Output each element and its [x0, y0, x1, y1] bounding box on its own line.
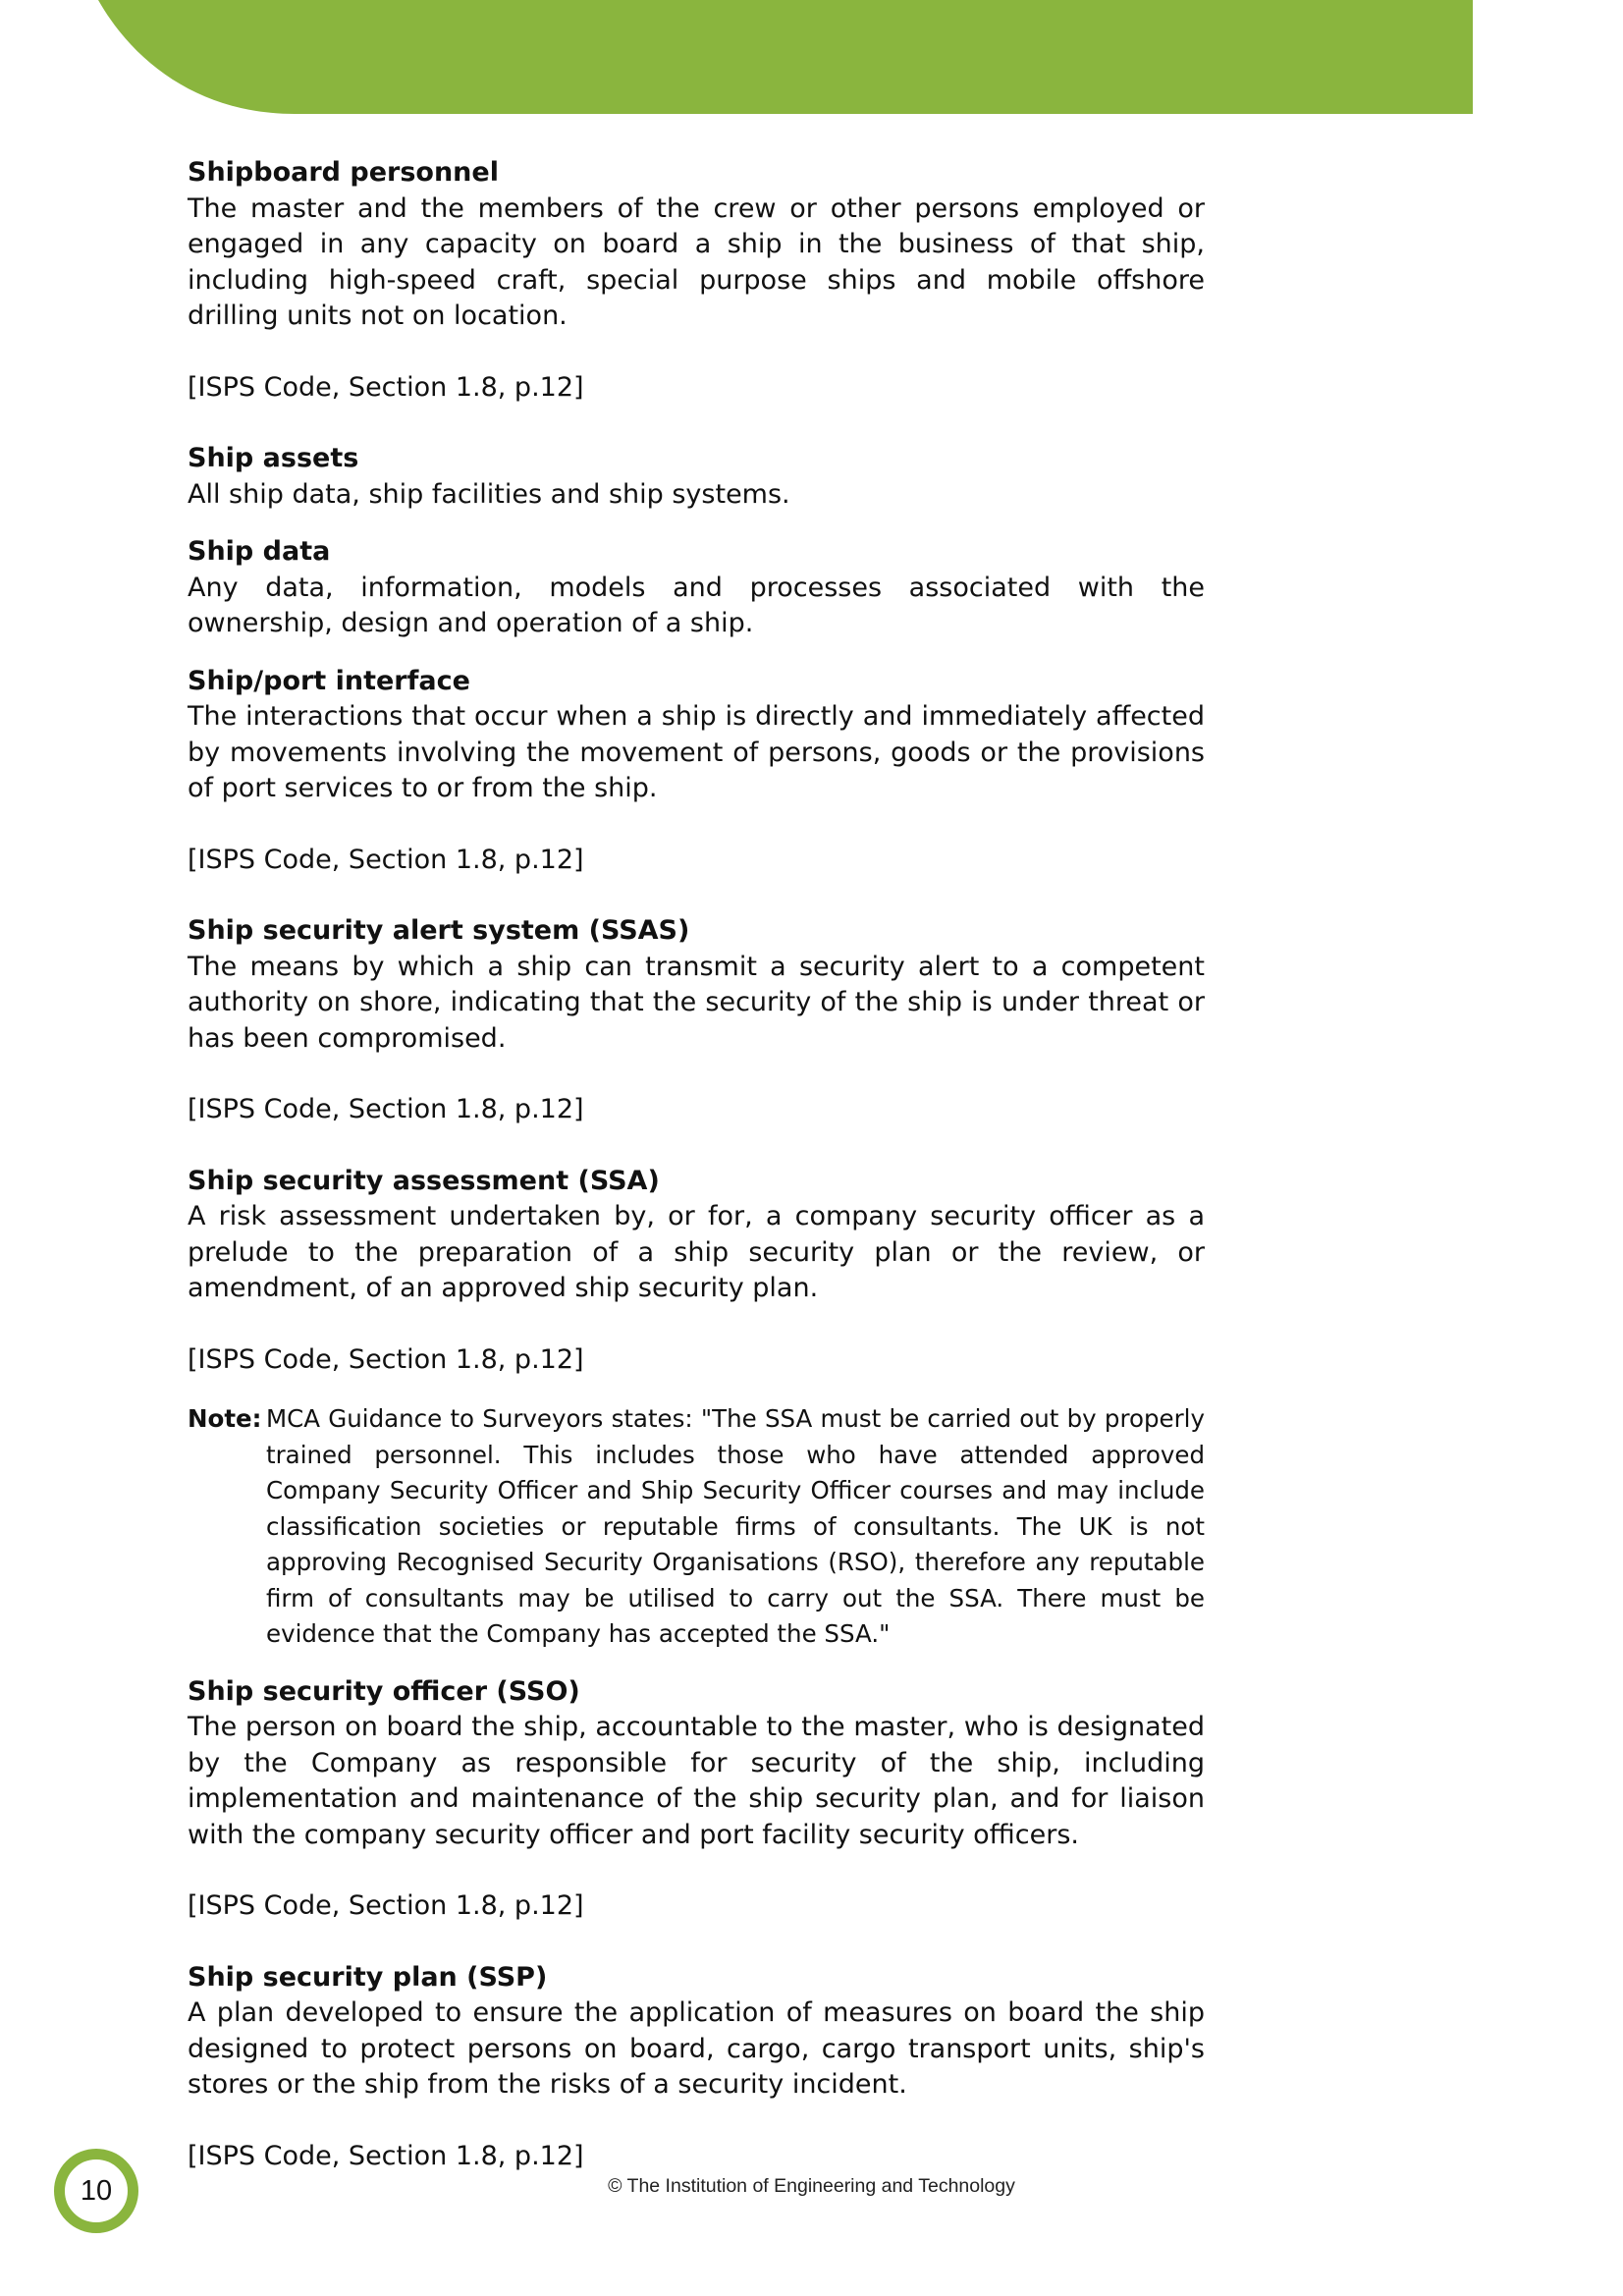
glossary-content	[188, 155, 1205, 2174]
term-heading: Ship/port interface	[188, 665, 470, 696]
term-definition: A plan developed to ensure the application of measures on board the ship designed to protect persons on board, cargo, cargo transport units, ship's stores or the ship from the risks of a security incident.	[188, 1997, 1205, 2100]
term-heading: Ship data	[188, 536, 331, 567]
note-text: MCA Guidance to Surveyors states: "The SSA must be carried out by properly trained personnel. This includes those who have attended approved Company Security Officer and Ship Security Officer courses and may include classification societies or reputable firms of consultants. The UK is not approving Recognised Security Organisations (RSO), therefore any reputable firm of consultants may be utilised to carry out the SSA. There must be evidence that the Company has accepted the SSA."	[266, 1404, 1205, 1648]
entry-shipboard-personnel	[188, 155, 1205, 406]
term-heading: Ship security officer (SSO)	[188, 1675, 580, 1707]
entry-ssa	[188, 1164, 1205, 1653]
term-definition: A risk assessment undertaken by, or for, a company security officer as a prelude to the preparation of a ship security plan or the review, or amendment, of an approved ship security plan.	[188, 1201, 1205, 1303]
term-heading: Ship security alert system (SSAS)	[188, 915, 690, 946]
term-heading: Ship security plan (SSP)	[188, 1961, 548, 1993]
entry-sso	[188, 1674, 1205, 1925]
term-definition: All ship data, ship facilities and ship systems.	[188, 478, 790, 510]
term-heading: Ship assets	[188, 443, 359, 473]
term-definition: The means by which a ship can transmit a security alert to a competent authority on shore, indicating that the security of the ship is under threat or has been compromised.	[188, 951, 1205, 1054]
note-label: Note:	[188, 1404, 262, 1433]
source-reference: [ISPS Code, Section 1.8, p.12]	[188, 1890, 584, 1921]
term-definition: The interactions that occur when a ship is directly and immediately affected by movements involving the movement of persons, goods or the provisions of port services to or from the ship.	[188, 701, 1205, 803]
term-definition: The master and the members of the crew or other persons employed or engaged in any capacity on board a ship in the business of that ship, including high-speed craft, special purpose ships and mobile offshore drilling units not on location.	[188, 192, 1205, 331]
term-heading: Ship security assessment (SSA)	[188, 1165, 660, 1196]
entry-ssp	[188, 1960, 1205, 2175]
term-definition: The person on board the ship, accountable to the master, who is designated by the Company as responsible for security of the ship, including implementation and maintenance of the ship security plan, and for liaison with the company security officer and port facility security officers.	[188, 1712, 1205, 1850]
source-reference: [ISPS Code, Section 1.8, p.12]	[188, 1343, 584, 1375]
page-number-badge	[54, 2149, 138, 2233]
term-definition: Any data, information, models and processes associated with the ownership, design and operation of a ship.	[188, 572, 1205, 638]
entry-ship-assets	[188, 441, 1205, 513]
entry-ship-data	[188, 534, 1205, 642]
source-reference: [ISPS Code, Section 1.8, p.12]	[188, 2140, 584, 2171]
term-heading: Shipboard personnel	[188, 157, 499, 188]
header-green-band	[0, 0, 1473, 114]
entry-ship-port-interface	[188, 664, 1205, 879]
source-reference: [ISPS Code, Section 1.8, p.12]	[188, 1094, 584, 1124]
footer-copyright: © The Institution of Engineering and Technology	[608, 2175, 1015, 2197]
source-reference: [ISPS Code, Section 1.8, p.12]	[188, 371, 584, 403]
entry-ssas	[188, 913, 1205, 1128]
guidance-note	[188, 1401, 1205, 1653]
source-reference: [ISPS Code, Section 1.8, p.12]	[188, 844, 584, 875]
page-number: 10	[80, 2174, 113, 2207]
